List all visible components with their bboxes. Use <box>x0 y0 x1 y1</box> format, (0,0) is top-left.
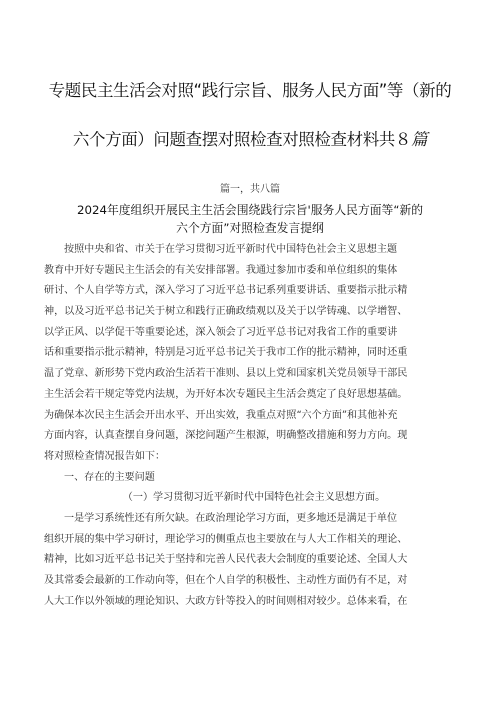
body-line: 温了党章、新形势下党内政治生活若干准则、县以上党和国家机关党员领导干部民 <box>44 368 408 380</box>
piece-label: 篇一，共八篇 <box>220 184 280 195</box>
body-line: 将对照检查情况报告如下： <box>44 450 166 462</box>
body-line: 主生活会若干规定等党内法规，为开好本次专题民主生活会奠定了良好思想基础。 <box>44 388 408 400</box>
body-line: 以学正风、以学促干等重要论述，深入领会了习近平总书记对我省工作的重要讲 <box>44 326 398 338</box>
document-title-line-2-tail: 篇 <box>411 130 428 149</box>
body-line: 精神，比如习近平总书记关于坚持和完善人民代表大会制度的重要论述、全国人大 <box>44 554 408 566</box>
body-line: 按照中央和省、市关于在学习贯彻习近平新时代中国特色社会主义思想主题 <box>64 244 398 255</box>
document-title-line-2-main: 六个方面）问题查摆对照检查对照检查材料共８ <box>72 130 411 149</box>
body-line: 及其常委会最新的工作动向等，但在个人自学的积极性、主动性方面仍有不足，对 <box>44 575 408 586</box>
body-line: 组织开展的集中学习研讨，理论学习的侧重点也主要放在与人大工作相关的理论、 <box>44 533 408 545</box>
body-line: 为确保本次民主生活会开出水平、开出实效，我重点对照“六个方面”和其他补充 <box>44 409 398 421</box>
body-line: 教育中开好专题民主生活会的有关安排部署。我通过参加市委和单位组织的集体 <box>44 264 398 276</box>
body-line: 话和重要指示批示精神，特别是习近平总书记关于我市工作的批示精神，同时还重 <box>44 347 408 359</box>
section-title-line-1: 2024年度组织开展民主生活会围绕践行宗旨'服务人民方面等“新的 <box>76 203 424 217</box>
body-line: 方面内容，认真查摆自身问题，深挖问题产生根源，明确整改措施和努力方向。现 <box>44 430 408 442</box>
section-title-line-2: 六个方面”对照检查发言提纲 <box>176 221 324 235</box>
body-line: 人大工作以外领域的理论知识、大政方针等投入的时间则相对较少。总体来看，在 <box>44 595 408 607</box>
document-title-line-1: 专题民主生活会对照“践行宗旨、服务人民方面”等（新的 <box>48 81 452 100</box>
body-line: 神，以及习近平总书记关于树立和践行正确政绩观以及关于以学铸魂、以学增智、 <box>44 306 408 318</box>
body-text <box>44 240 464 612</box>
body-line: 一是学习系统性还有所欠缺。在政治理论学习方面，更多地还是满足于单位 <box>64 512 398 524</box>
body-line: 研讨、个人自学等方式，深入学习了习近平总书记系列重要讲话、重要指示批示精 <box>44 285 408 297</box>
document-title-line-2 <box>20 126 480 150</box>
section-heading: 一、存在的主要问题 <box>64 471 155 483</box>
subsection-heading: （一）学习贯彻习近平新时代中国特色社会主义思想方面。 <box>122 492 386 504</box>
